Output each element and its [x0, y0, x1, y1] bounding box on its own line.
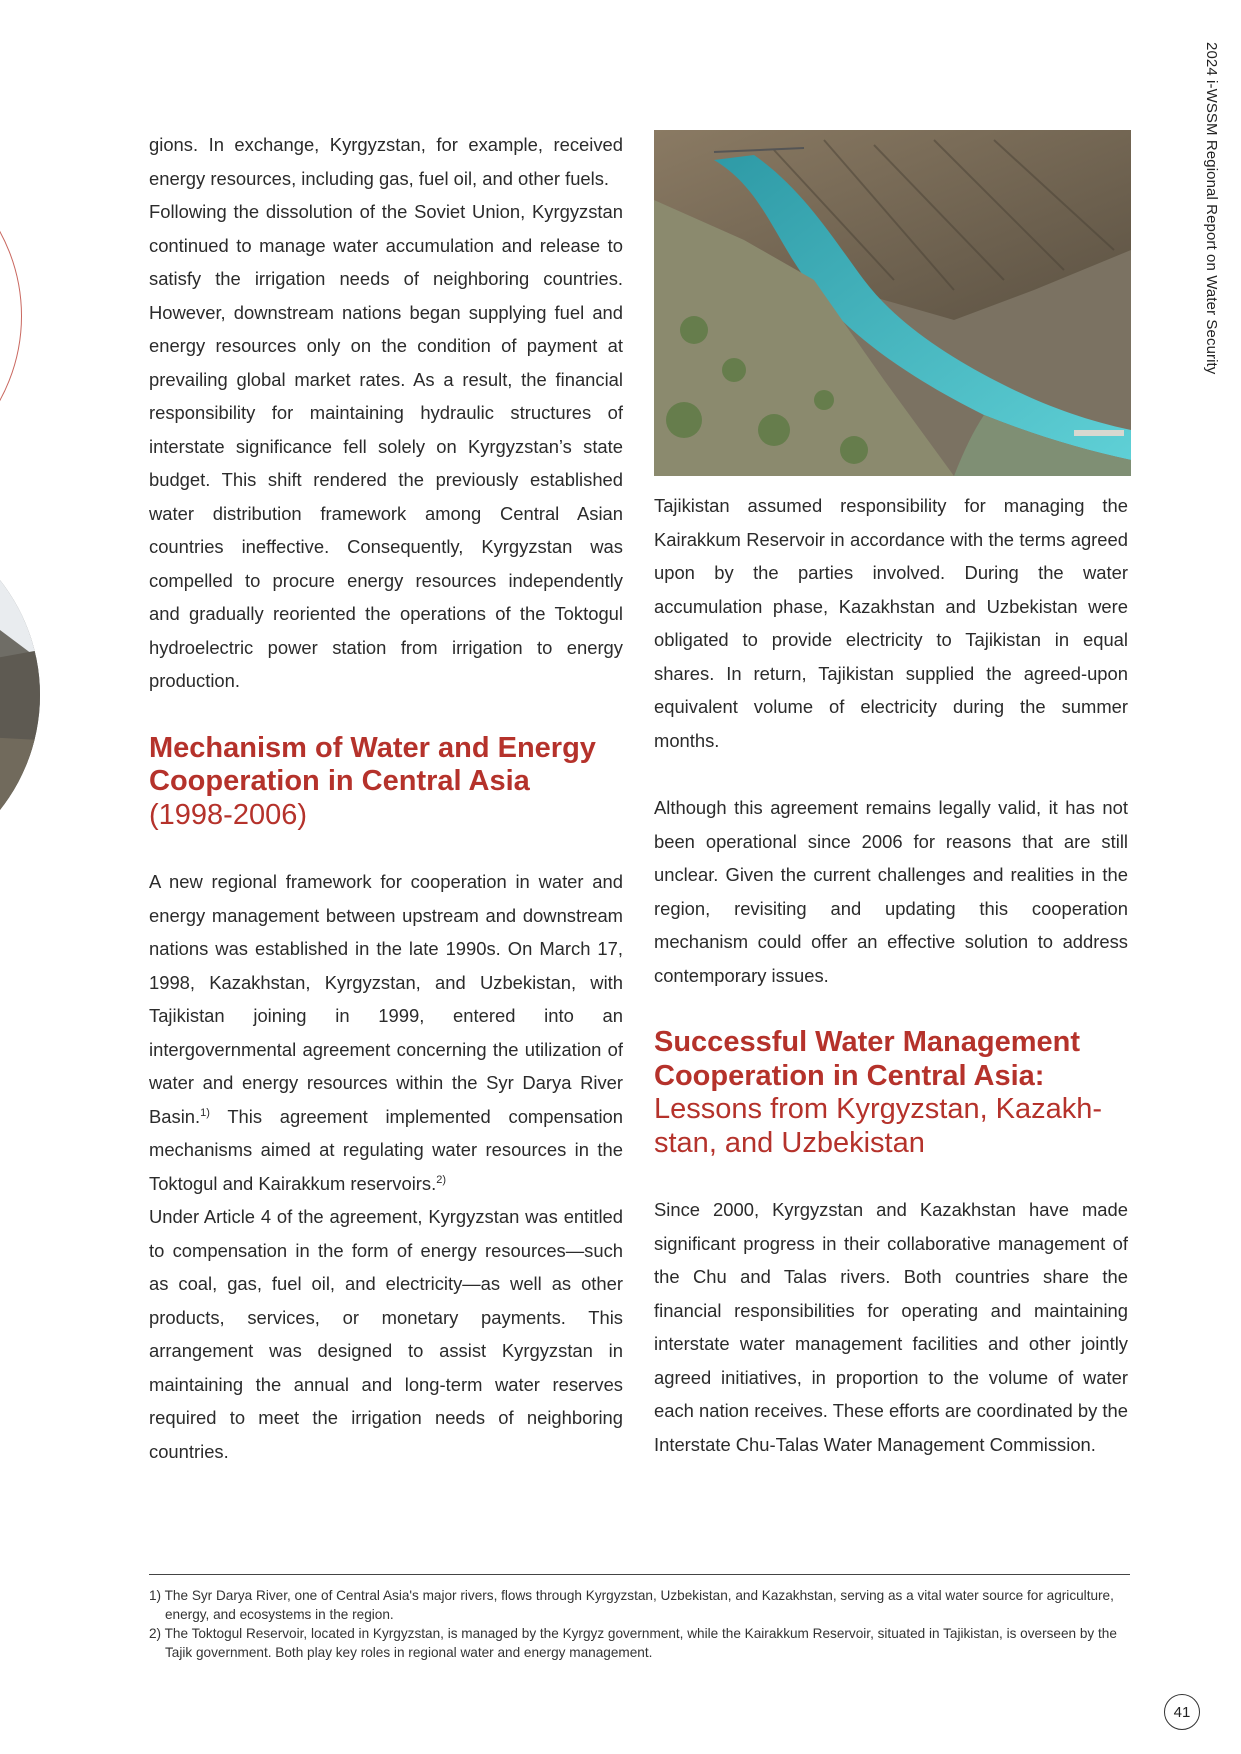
- footnote-divider: [149, 1574, 1130, 1575]
- paragraph: Since 2000, Kyrgyzstan and Kazakhstan have made significant progress in their collaborative management of the Chu and Talas rivers. Both countries share the financial responsibilities for operating and maintaining interstate water management facilities and other jointly agreed initiatives, in proportion to the volume of water each nation receives. These efforts are coordinated by the Interstate Chu-Talas Water Management Commission.: [654, 1199, 1128, 1455]
- footnotes: [149, 1586, 1134, 1662]
- paragraph: Tajikistan assumed responsibility for managing the Kairakkum Reservoir in accordance with the terms agreed upon by the parties involved. During the water accumulation phase, Kazakhstan and Uzbekistan were obligated to provide electricity to Tajikistan in equal shares. In return, Tajikistan supplied the agreed-upon equivalent volume of electricity during the summer months.: [654, 495, 1128, 751]
- river-canyon-image: [654, 130, 1131, 476]
- running-header: 2024 i-WSSM Regional Report on Water Security: [1203, 42, 1220, 375]
- river-canyon-photo: [654, 130, 1131, 476]
- section-heading: [149, 732, 623, 833]
- section-heading-title: Successful Water Management Cooperation in Central Asia:: [654, 1026, 1080, 1092]
- footnote-ref: 1): [200, 1106, 210, 1119]
- footnote-ref: 2): [436, 1173, 446, 1186]
- mountain-photo: [0, 510, 40, 880]
- decorative-arc: [0, 140, 22, 492]
- page-number: 41: [1164, 1694, 1200, 1730]
- paragraph: gions. In exchange, Kyrgyzstan, for example, received energy resources, including gas, fuel oil, and other fuels.: [149, 134, 623, 189]
- section-heading-subtitle: Lessons from Kyrgyzstan, Kazakhstan, and Uzbekistan: [654, 1093, 1103, 1159]
- right-column: [654, 489, 1128, 1461]
- paragraph-text: A new regional framework for cooperation in water and energy management between upstream and downstream nations was established in the late 1990s. On March 17, 1998, Kazakhstan, Kyrgyzstan, and Uzbekistan, with Tajikistan joining in 1999, entered into an intergovernmental agreement concerning the utilization of water and energy resources within the Syr Darya River Basin.: [149, 871, 623, 1127]
- section-heading-subtitle: (1998-2006): [149, 798, 307, 831]
- paragraph: Under Article 4 of the agreement, Kyrgyzstan was entitled to compensation in the form of energy resources—such as coal, gas, fuel oil, and electricity—as well as other products, services, or monetary payments. This arrangement was designed to assist Kyrgyzstan in maintaining the annual and long-term water reserves required to meet the irrigation needs of neighboring countries.: [149, 1206, 623, 1462]
- mountain-photo-circle: [0, 510, 40, 880]
- paragraph-text: This agreement implemented compensation mechanisms aimed at regulating water resources in the Toktogul and Kairakkum reservoirs.: [149, 1105, 623, 1194]
- paragraph: Following the dissolution of the Soviet Union, Kyrgyzstan continued to manage water accumulation and release to satisfy the irrigation needs of neighboring countries. However, downstream nations began supplying fuel and energy resources only on the condition of payment at prevailing global market rates. As a result, the financial responsibility for maintaining hydraulic structures of interstate significance fell solely on Kyrgyzstan’s state budget. This shift rendered the previously established water distribution framework among Central Asian countries ineffective. Consequently, Kyrgyzstan was compelled to procure energy resources independently and gradually reoriented the operations of the Toktogul hydroelectric power station from irrigation to energy production.: [149, 201, 623, 691]
- paragraph: Although this agreement remains legally valid, it has not been operational since 2006 for reasons that are still unclear. Given the current challenges and realities in the region, revisiting and updating this cooperation mechanism could offer an effective solution to address contemporary issues.: [654, 797, 1128, 986]
- footnote: 1) The Syr Darya River, one of Central Asia's major rivers, flows through Kyrgyzstan, Uzbekistan, and Kazakhstan, serving as a vital water source for agriculture, energy, and ecosystems in the region.: [149, 1588, 1114, 1622]
- section-heading-title: Mechanism of Water and Energy Cooperation in Central Asia: [149, 731, 596, 797]
- section-heading: [654, 1026, 1128, 1160]
- left-column: [149, 128, 623, 1468]
- paragraph: [149, 865, 623, 1200]
- footnote: 2) The Toktogul Reservoir, located in Kyrgyzstan, is managed by the Kyrgyz government, while the Kairakkum Reservoir, situated in Tajikistan, is overseen by the Tajik government. Both play key roles in regional water and energy management.: [149, 1626, 1117, 1660]
